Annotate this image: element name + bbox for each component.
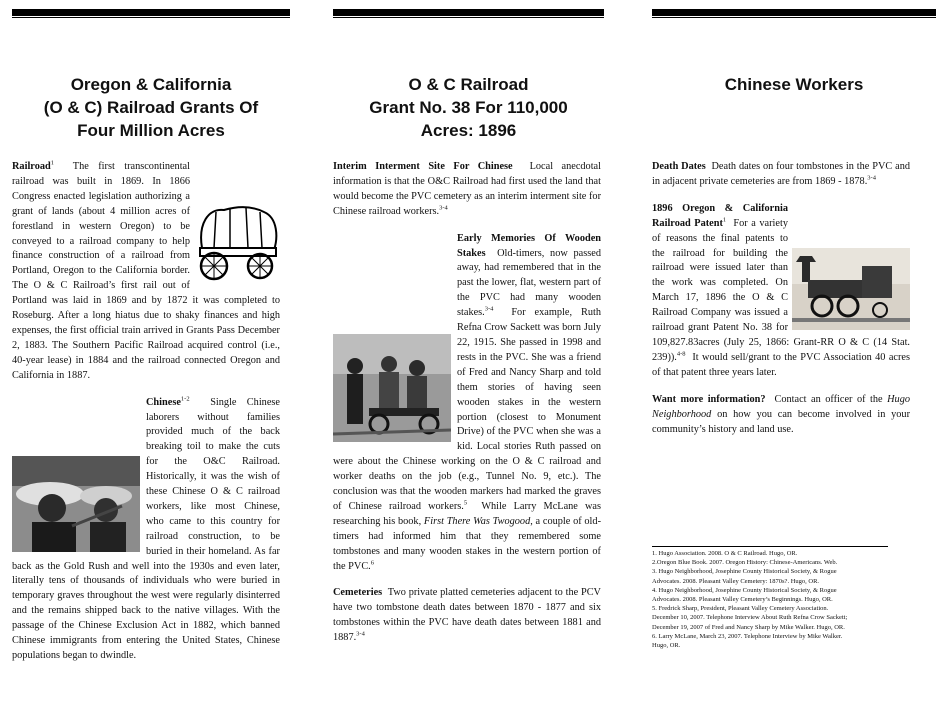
footnote-ref: 3-4: [356, 630, 365, 638]
reference-line: Hugo, OR.: [652, 642, 681, 650]
reference-line: Advocates. 2008. Pleasant Valley Cemetery’s Beginnings. Hugo, OR.: [652, 596, 833, 604]
more-info-text: on how you can become involved in your community’s history and land use.: [652, 408, 910, 435]
stakes-heading: Early Memories Of Wooden Stakes: [457, 232, 601, 259]
column-body: [652, 160, 910, 449]
more-info-heading: Want more information?: [652, 393, 766, 405]
footnote-ref: 1-2: [180, 395, 190, 403]
title-line: Oregon & California: [70, 75, 232, 94]
column-title: [333, 73, 604, 142]
interim-heading: Interim Interment Site For Chinese: [333, 161, 513, 172]
reference-line: 3. Hugo Neighborhood, Josephine County Historical Society, & Rogue: [652, 568, 837, 576]
railroad-paragraph: [12, 160, 280, 384]
footnote-ref: 4-8: [676, 350, 686, 358]
reference-line: December 10, 2007. Telephone Interview About Ruth Refna Crow Sackett;: [652, 614, 848, 622]
railroad-text: The first transcontinental railroad was built in 1869. In 1866 Congress enacted legislation authorizing a grant of lands (about 4 million acres of forestland in western Oregon) to be conveyed to a railroad company to help finance construction of a railroad from Portland, Oregon to the California border. The O & C Railroad’s first rail out of Portland was laid in 1869 and by 1872 it was completed to Roseburg. After a long hiatus due to shaky finances and high expenses, the first official train arrived in Grants Pass December 2, 1883. The Southern Pacific Railroad acquired control (i.e., 40-year lease) in 1884 and the railroad connected Oregon and California in 1887.: [12, 161, 280, 381]
railroad-workers-photo: [333, 334, 451, 442]
footnote-ref: 6: [370, 559, 375, 567]
railroad-heading: Railroad: [12, 161, 51, 172]
stakes-paragraph: [333, 232, 601, 575]
reference-line: 6. Larry McLane, March 23, 2007. Telephone Interview by Mike Walker.: [652, 632, 843, 640]
references-list: [652, 546, 888, 650]
more-info-text: Contact an officer of the: [774, 393, 883, 405]
title-line: O & C Railroad: [408, 75, 529, 94]
title-line: (O & C) Railroad Grants Of: [43, 98, 259, 117]
title-line: Four Million Acres: [77, 121, 225, 140]
stakes-text: While Larry McLane was researching his book,: [333, 500, 601, 527]
title-line: Acres: 1896: [420, 121, 517, 140]
footnote-ref: 5: [463, 499, 468, 507]
reference-line: December 19, 2007 of Fred and Nancy Sharp by Mike Walker. Hugo, OR.: [652, 623, 845, 631]
stakes-text: Old-timers, now passed away, had remembered that in the past the lower, flat, western part of the PVC had many wooden stakes.: [457, 247, 601, 319]
column-body: [333, 160, 601, 658]
chinese-heading: Chinese: [146, 396, 181, 408]
interim-text: Local anecdotal information is that the O&C Railroad had first used the land that would become the PVC cemetery as an interim interment site for Chinese railroad workers.: [333, 161, 601, 217]
chinese-text: Single Chinese laborers without families provided much of the back breaking toil to make the cuts for the O&C Railroad. Historically, it was the wish of these Chinese O & C railroad workers, like most Chinese, who came to this country for railroad construction, to be buried in their homeland. As far back as the Gold Rush and well into the 1930s and even later, literally tens of thousands of individuals who were buried in temporary graves throughout the west were regularly disinterred and the remains shipped back to the native villages. With the passage of the Chinese Exclusion Act in 1882, which banned Chinese immigrants from entering the United States, Chinese populations began to dwindle.: [12, 396, 280, 661]
patent-text: It would sell/grant to the PVC Association 40 acres of that patent three years later.: [652, 351, 910, 378]
death-dates-heading: Death Dates: [652, 161, 706, 172]
death-dates-text: Death dates on four tombstones in the PVC and in adjacent private cemeteries are from 1869 - 1878.: [652, 161, 910, 187]
top-rule: [12, 9, 290, 16]
top-rule: [652, 9, 936, 16]
chinese-workers-photo: [12, 456, 140, 552]
patent-text: For a variety of reasons the final patents to the railroad for building the railroad were issued later than the work was completed. On March 17, 1896 the O & C Railroad Company was issued a railroad grant Patent No. 38 for 109,827.83acres (July 25, 1866: Grant-RR O & C (14 Stat. 239)).: [652, 217, 910, 363]
book-title: First There Was Twogood: [423, 515, 531, 527]
title-line: Chinese Workers: [724, 75, 864, 94]
footnote-ref: 3-4: [867, 174, 876, 182]
death-dates-paragraph: [652, 160, 910, 190]
covered-wagon-icon: [194, 204, 280, 282]
patent-heading: 1896 Oregon & California Railroad Patent: [652, 202, 788, 229]
top-rule: [333, 9, 604, 16]
column-title: [12, 73, 290, 142]
footnote-ref: 1: [50, 159, 54, 167]
stakes-text: , a couple of old-timers had informed him that they remembered some tombstones and many wooden stakes in the western portion of the PVC.: [333, 515, 601, 572]
reference-line: 4. Hugo Neighborhood, Josephine County Historical Society, & Rogue: [652, 586, 837, 594]
stakes-text: For example, Ruth Refna Crow Sackett was born July 22, 1915. She passed in 1998 and rests in the PVC. She was a friend of Fred and Nancy Sharp and told them stories of having seen wooden stakes in the western portion (closest to Monument Drive) of the PVC when she was a kid. Local stories Ruth passed on were about the Chinese working on the O & C railroad and worker deaths on the job (e.g., Tunnel No. 9, etc.). The conclusion was that the wooden markers had marked the graves of Chinese railroad workers.: [333, 307, 601, 512]
chinese-paragraph: [12, 396, 280, 664]
reference-line: 5. Fredrick Sharp, President, Pleasant Valley Cemetery Association.: [652, 605, 829, 613]
patent-paragraph: [652, 202, 910, 381]
title-line: Grant No. 38 For 110,000: [369, 98, 568, 117]
column-title: [652, 73, 936, 96]
more-info-paragraph: [652, 393, 910, 438]
hugo-neighborhood: Hugo Neighborhood: [652, 393, 911, 420]
interim-paragraph: [333, 160, 601, 220]
reference-line: 2.Oregon Blue Book. 2007. Oregon History: Chinese-Americans. Web.: [652, 559, 838, 567]
locomotive-photo: [792, 248, 910, 330]
footnote-ref: 3-4: [439, 204, 448, 212]
cemeteries-paragraph: [333, 586, 601, 646]
footnote-ref: 1: [722, 216, 727, 224]
cemeteries-text: Two private platted cemeteries adjacent to the PCV have two tombstone death dates between 1870 - 1877 and six tombstones within the PVC have death dates between 1881 and 1887.: [333, 587, 601, 644]
reference-line: Advocates. 2008. Pleasant Valley Cemetery: 1870s?. Hugo, OR.: [652, 577, 820, 585]
column-body: [12, 160, 280, 676]
footnote-ref: 3-4: [484, 305, 494, 313]
cemeteries-heading: Cemeteries: [333, 587, 383, 599]
reference-line: 1. Hugo Association. 2008. O & C Railroad. Hugo, OR.: [652, 550, 798, 557]
